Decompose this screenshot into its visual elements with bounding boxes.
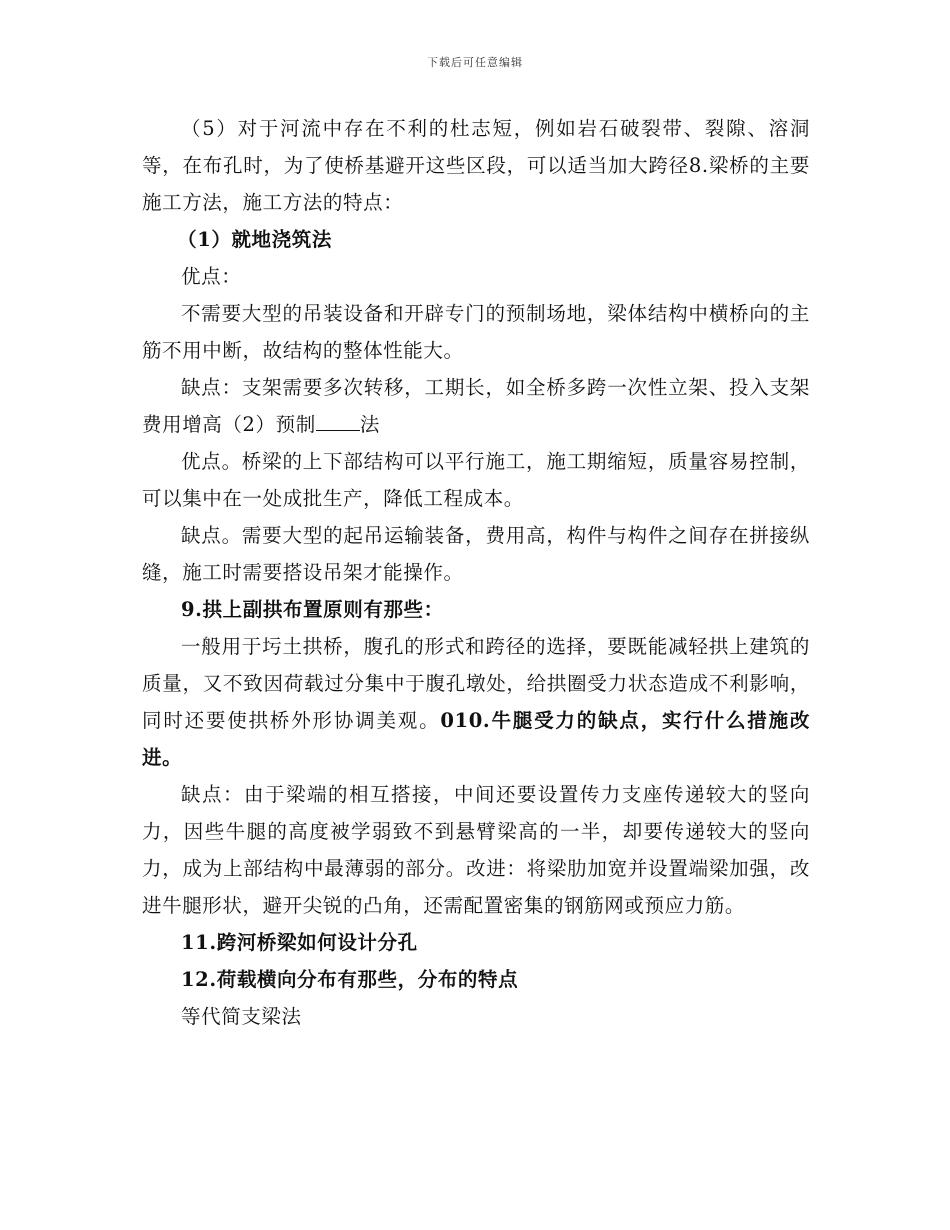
disadvantages-cast-suffix: 法 bbox=[359, 413, 380, 436]
disadvantages-cast-text: 缺点：支架需要多次转移，工期长，如全桥多跨一次性立架、投入支架费用增高（2）预制 bbox=[142, 376, 810, 436]
arch-layout-text: 一般用于圬土拱桥，腹孔的形式和跨径的选择，要既能减轻拱上建筑的质量，又不致因荷载过分集中于腹孔墩处，给拱圈受力状态造成不利影响，同时还要使拱桥外形协调美观。 bbox=[142, 635, 810, 732]
paragraph-corbel: 缺点：由于梁端的相互搭接，中间还要设置传力支座传递较大的竖向力，因些牛腿的高度被学弱致不到悬臂梁高的一半，却要传递较大的竖向力，成为上部结构中最薄弱的部分。改进：将梁肋加宽并设置端梁加强，改进牛腿形状，避开尖锐的凸角，还需配置密集的钢筋网或预应力筋。 bbox=[142, 783, 810, 917]
heading-cast-in-place: （1）就地浇筑法 bbox=[177, 228, 332, 251]
paragraph-arch-layout bbox=[142, 628, 810, 776]
paragraph-advantages-label: 优点： bbox=[181, 265, 242, 288]
paragraph-advantages-precast: 优点。桥梁的上下部结构可以平行施工，施工期缩短，质量容易控制，可以集中在一处成批生产，降低工程成本。 bbox=[142, 450, 810, 510]
paragraph-river-span: （5）对于河流中存在不利的杜志短，例如岩石破裂带、裂隙、溶洞等，在布孔时，为了使桥基避开这些区段，可以适当加大跨径8.梁桥的主要施工方法，施工方法的特点： bbox=[142, 117, 810, 214]
heading-span-design: 11.跨河桥梁如何设计分孔 bbox=[181, 931, 418, 954]
heading-arch-layout: 9.拱上副拱布置原则有那些： bbox=[181, 598, 444, 621]
paragraph-disadvantages-precast: 缺点。需要大型的起吊运输装备，费用高，构件与构件之间存在拼接纵缝，施工时需要搭设吊架才能操作。 bbox=[142, 524, 810, 584]
page-header: 下载后可任意编辑 bbox=[427, 56, 523, 69]
document-body bbox=[142, 110, 810, 1035]
paragraph-equivalent-beam: 等代简支梁法 bbox=[181, 1005, 302, 1028]
paragraph-disadvantages-cast bbox=[142, 369, 810, 443]
paragraph-advantages-cast: 不需要大型的吊装设备和开辟专门的预制场地，梁体结构中横桥向的主筋不用中断，故结构的整体性能大。 bbox=[142, 302, 810, 362]
heading-corbel: 010.牛腿受力的缺点，实行什么措施改进。 bbox=[142, 709, 810, 769]
heading-load-distribution: 12.荷载横向分布有那些，分布的特点 bbox=[181, 968, 519, 991]
fill-in-blank bbox=[316, 412, 360, 431]
